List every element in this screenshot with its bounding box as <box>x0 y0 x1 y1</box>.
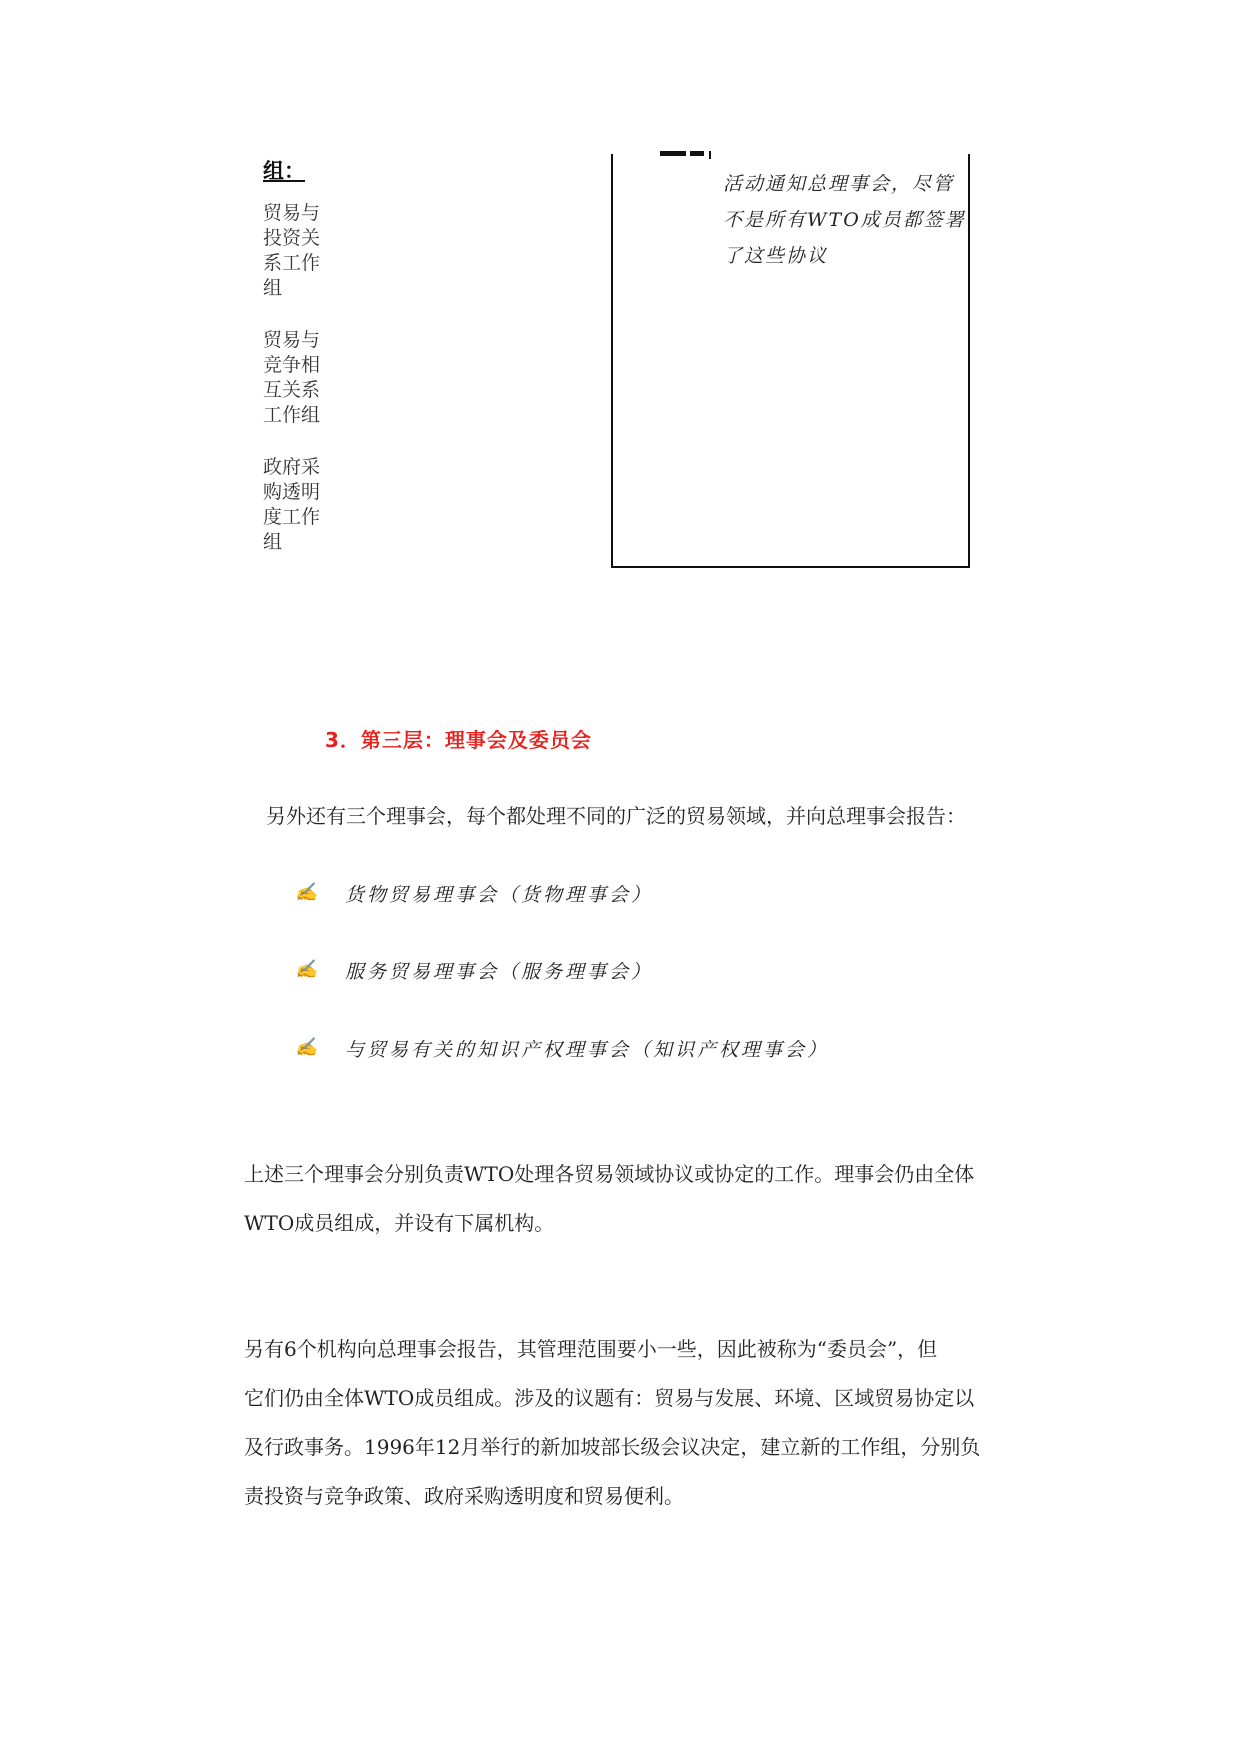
section-heading: 3．第三层：理事会及委员会 <box>325 728 592 752</box>
bullet-icon: ✍ <box>295 1037 318 1058</box>
working-group-line: 竞争相 <box>263 354 321 376</box>
box-border-mark <box>709 151 711 159</box>
working-group-line: 贸易与 <box>263 202 321 224</box>
bullet-icon: ✍ <box>295 882 318 903</box>
working-groups-heading: 组： <box>263 158 305 183</box>
working-group-line: 组 <box>263 277 283 299</box>
diagram-box-text <box>723 166 966 274</box>
working-group-line: 贸易与 <box>263 329 321 351</box>
paragraph-line: 它们仍由全体WTO成员组成。涉及的议题有：贸易与发展、环境、区域贸易协定以 <box>244 1386 975 1410</box>
bullet-item-goods-council: 货物贸易理事会（货物理事会） <box>345 884 654 906</box>
box-border-mark <box>660 151 686 156</box>
working-group-trade-competition <box>263 328 343 428</box>
paragraph-line: 责投资与竞争政策、政府采购透明度和贸易便利。 <box>244 1484 684 1508</box>
paragraph-line: 另有6个机构向总理事会报告，其管理范围要小一些，因此被称为“委员会”，但 <box>244 1337 938 1361</box>
bullet-item-trips-council: 与贸易有关的知识产权理事会（知识产权理事会） <box>345 1039 830 1061</box>
bullet-icon: ✍ <box>295 959 318 980</box>
box-text-line: 不是所有WTO成员都签署 <box>723 209 966 231</box>
working-group-line: 工作组 <box>263 404 321 426</box>
paragraph-line: 上述三个理事会分别负责WTO处理各贸易领域协议或协定的工作。理事会仍由全体 <box>244 1162 975 1186</box>
paragraph-line: 及行政事务。1996年12月举行的新加坡部长级会议决定，建立新的工作组，分别负 <box>244 1435 981 1459</box>
working-group-line: 互关系 <box>263 379 321 401</box>
working-group-line: 度工作 <box>263 506 321 528</box>
working-groups-column <box>263 158 343 582</box>
working-group-trade-investment <box>263 201 343 301</box>
section-intro: 另外还有三个理事会，每个都处理不同的广泛的贸易领域，并向总理事会报告： <box>266 804 966 828</box>
paragraph-line: WTO成员组成，并设有下属机构。 <box>244 1211 555 1235</box>
box-text-line: 活动通知总理事会，尽管 <box>723 173 955 195</box>
bullet-item-services-council: 服务贸易理事会（服务理事会） <box>345 961 654 983</box>
working-group-line: 投资关 <box>263 227 321 249</box>
working-group-line: 购透明 <box>263 481 321 503</box>
paragraph-committees <box>244 1325 1014 1521</box>
working-group-line: 系工作 <box>263 252 321 274</box>
working-group-line: 组 <box>263 531 283 553</box>
box-border-mark <box>690 151 704 156</box>
working-group-line: 政府采 <box>263 456 321 478</box>
box-text-line: 了这些协议 <box>723 245 829 267</box>
working-group-procurement-transparency <box>263 455 343 555</box>
paragraph-councils <box>244 1150 1014 1248</box>
